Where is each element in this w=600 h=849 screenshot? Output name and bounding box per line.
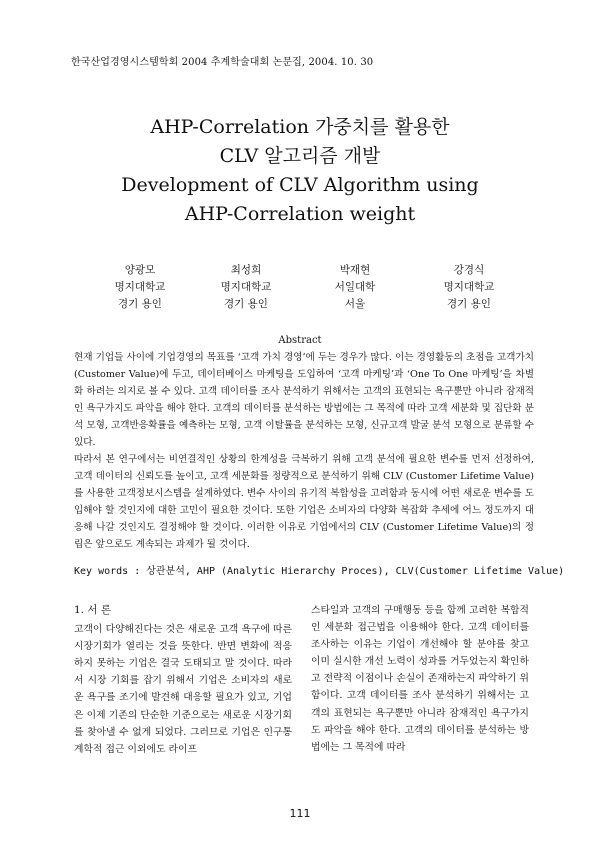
author-location: 서울 [344, 298, 366, 310]
body-column-right [311, 602, 529, 756]
paper-title [0, 113, 600, 229]
author [186, 262, 306, 313]
running-header: 한국산업경영시스템학회 2004 추계학술대회 논문집, 2004. 10. 30 [71, 57, 374, 68]
keywords: Key words : 상관분석, AHP (Analytic Hierarchy Proces), CLV(Customer Lifetime Value) [74, 566, 565, 577]
body-column-left [74, 602, 292, 758]
author-affiliation: 명지대학교 [114, 281, 166, 293]
title-korean-line2: CLV 알고리즘 개발 [219, 145, 381, 167]
body-paragraph: 고객이 다양해진다는 것은 새로운 고객 욕구에 따른 시장기회가 열리는 것을 뜻한다. 반면 변화에 적응하지 못하는 기업은 결국 도태되고 말 것이다. 따라서 시장 기회를 잡기 위해서 기업은 소비자의 새로운 욕구를 조기에 발견해 대응할 필요가 있고, 기업은 이제 기존의 단순한 기준으로는 새로운 시장기회를 찾아낼 수 없게 되었다. 그러므로 기업은 인구통계학적 접근 이외에도 라이프 [74, 624, 292, 755]
author-name: 최성희 [230, 264, 262, 276]
author-affiliation: 명지대학교 [220, 281, 272, 293]
author [80, 262, 200, 313]
abstract-body [74, 349, 534, 553]
author-name: 강경식 [453, 264, 485, 276]
author-location: 경기 용인 [224, 298, 268, 310]
abstract-paragraph: 현재 기업들 사이에 기업경영의 목표를 ‘고객 가치 경영’에 두는 경우가 많다. 이는 경영활동의 초점을 고객가치(Customer Value)에 두고, 데이터베이스 마케팅을 도입하여 ‘고객 마케팅’과 ‘One To One 마케팅’을 차별화 하려는 의지로 볼 수 있다. 고객 데이터를 조사 분석하기 위해서는 고객의 표현되는 욕구뿐만 아니라 잠재적인 욕구가지도 파악을 해야 한다. 고객의 데이터를 분석하는 방법에는 그 목적에 따라 고객 세분화 및 집단화 분석 모형, 고객반응확률을 예측하는 모형, 고객 이탈률을 분석하는 모형, 신규고객 발굴 분석 모형으로 분류할 수 있다. [74, 352, 534, 448]
author-affiliation: 명지대학교 [443, 281, 495, 293]
title-korean-line1: AHP-Correlation 가중치를 활용한 [150, 116, 450, 138]
abstract-paragraph: 따라서 본 연구에서는 비연결적인 상황의 한계성을 극복하기 위해 고객 분석에 필요한 변수를 먼저 선정하여, 고객 데이터의 신뢰도를 높이고, 고객 세분화를 정량적으로 분석하기 위해 CLV (Customer Lifetime Value)를 사용한 고객정보시스템을 설계하였다. 변수 사이의 유기적 복합성을 고려함과 동시에 어떤 새로운 변수를 도입해야 할 것인지에 대한 고민이 필요한 것이다. 또한 기업은 소비자의 다양화 복잡화 추세에 어느 정도까지 대응해 나갈 것인지도 결정해야 할 것이다. 이러한 이유로 기업에서의 CLV (Customer Lifetime Value)의 정립은 앞으로도 계속되는 과제가 될 것이다. [74, 454, 534, 550]
page-number: 111 [289, 807, 311, 820]
author [295, 262, 415, 313]
author-name: 양광모 [124, 264, 156, 276]
section-heading: 1. 서 론 [74, 604, 111, 616]
author-location: 경기 용인 [118, 298, 162, 310]
author-location: 경기 용인 [447, 298, 491, 310]
author-affiliation: 서일대학 [334, 281, 376, 293]
author-name: 박재현 [339, 264, 371, 276]
abstract-heading: Abstract [278, 335, 322, 346]
title-english-line2: AHP-Correlation weight [184, 203, 416, 225]
author [409, 262, 529, 313]
body-paragraph: 스타일과 고객의 구매행동 등을 함께 고려한 복합적인 세분화 접근법을 이용해야 한다. 고객 데이터를 조사하는 이유는 기업이 개선해야 할 분야를 찾고 이미 실시한 개선 노력이 성과를 거두었는지 확인하고 전략적 이점이나 손실이 존재하는지 파악하기 위함이다. 고객 데이터를 조사 분석하기 위해서는 고객의 표현되는 욕구뿐만 아니라 잠재적인 욕구가지도 파악을 해야 한다. 고객의 데이터를 분석하는 방법에는 그 목적에 따라 [311, 605, 529, 753]
title-english-line1: Development of CLV Algorithm using [121, 174, 479, 196]
